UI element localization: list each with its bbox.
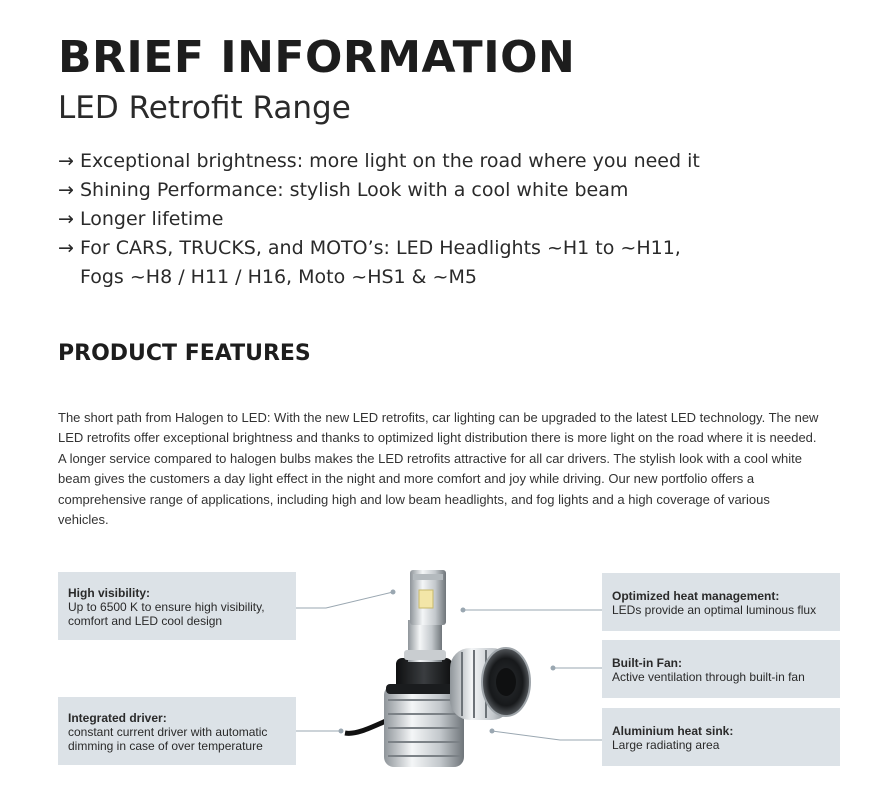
- callout-description-line: Up to 6500 K to ensure high visibility,: [68, 600, 265, 614]
- leader-dots: [339, 590, 556, 734]
- product-description: The short path from Halogen to LED: With the new LED retrofits, car lighting can be upgraded to the latest LED technology. The new LED retrofits offer exceptional brightness and thanks to optimized light distribution there is more light on the road where it is needed. A longer service compared to halogen bulbs makes the LED retrofits attractive for all car drivers. The stylish look with a cool white beam gives the customers a day light effect in the night and more comfort and joy while driving. Our new portfolio offers a comprehensive range of applications, including high and low beam headlights, and fog lights and a high coverage of various vehicles.: [58, 410, 819, 528]
- callout-title: Integrated driver:: [68, 711, 167, 725]
- arrow-right-icon: →: [58, 208, 74, 230]
- bullet-text: Longer lifetime: [80, 208, 224, 230]
- bullet-text: Exceptional brightness: more light on the road where you need it: [80, 150, 700, 172]
- callout-built-in-fan: [602, 640, 840, 698]
- arrow-right-icon: →: [58, 237, 74, 259]
- callout-description-line: LEDs provide an optimal luminous flux: [612, 603, 817, 617]
- arrow-right-icon: →: [58, 150, 74, 172]
- bullet-item: [58, 234, 700, 292]
- led-bulb: [345, 570, 530, 767]
- callout-title: Aluminium heat sink:: [612, 724, 734, 738]
- callout-description-line: constant current driver with automatic: [68, 725, 268, 739]
- callout-heat-management: [602, 573, 840, 631]
- bullet-text: Shining Performance: stylish Look with a cool white beam: [80, 179, 629, 201]
- bullet-item: [58, 205, 700, 234]
- callout-heat-sink: [602, 708, 840, 766]
- bullet-text-line: Fogs ~H8 / H11 / H16, Moto ~HS1 & ~M5: [80, 266, 477, 288]
- callout-title: Built-in Fan:: [612, 656, 682, 670]
- callout-description-line: Large radiating area: [612, 738, 720, 752]
- page-title: BRIEF INFORMATION: [58, 32, 576, 83]
- callout-high-visibility: [58, 572, 296, 640]
- callout-title: High visibility:: [68, 586, 151, 600]
- callout-description-line: dimming in case of over temperature: [68, 739, 263, 753]
- page-subtitle: LED Retrofit Range: [58, 90, 351, 126]
- bullet-item: [58, 176, 700, 205]
- callout-description-line: comfort and LED cool design: [68, 614, 223, 628]
- fan-module: [450, 648, 530, 720]
- callout-integrated-driver: [58, 697, 296, 765]
- feature-bullet-list: [58, 147, 700, 292]
- arrow-right-icon: →: [58, 179, 74, 201]
- callout-description-line: Active ventilation through built-in fan: [612, 670, 805, 684]
- bullet-text: [80, 234, 681, 292]
- callout-title: Optimized heat management:: [612, 589, 780, 603]
- bullet-text-line: For CARS, TRUCKS, and MOTO’s: LED Headlights ~H1 to ~H11,: [80, 237, 681, 259]
- leader-lines: [296, 592, 602, 740]
- product-features-heading: PRODUCT FEATURES: [58, 341, 311, 366]
- bullet-item: [58, 147, 700, 176]
